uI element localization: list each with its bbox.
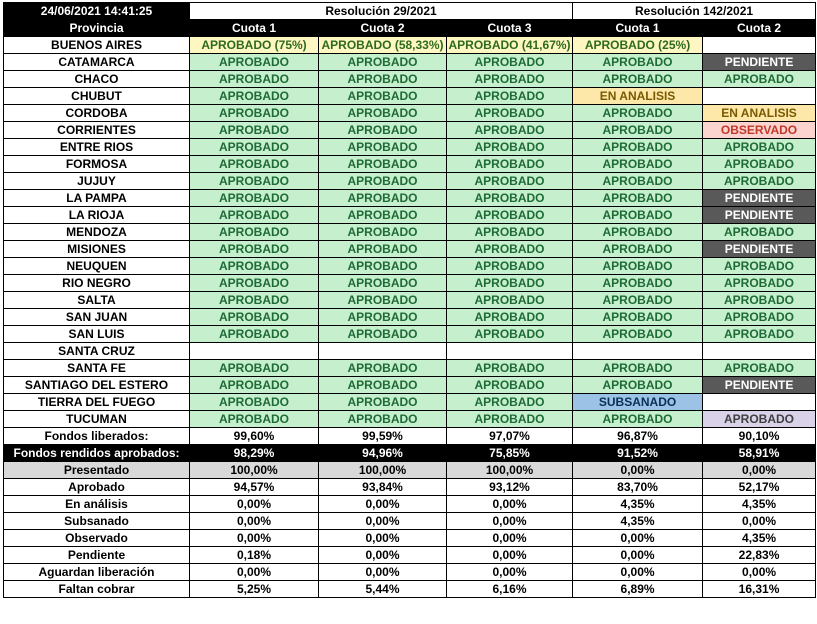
- status-cell: PENDIENTE: [703, 190, 816, 207]
- summary-value: 75,85%: [447, 445, 573, 462]
- status-cell: APROBADO: [190, 71, 319, 88]
- timestamp: 24/06/2021 14:41:25: [4, 3, 190, 20]
- province-name: TIERRA DEL FUEGO: [4, 394, 190, 411]
- status-cell: [573, 343, 703, 360]
- province-name: ENTRE RIOS: [4, 139, 190, 156]
- province-name: SALTA: [4, 292, 190, 309]
- resoluciones-table: [3, 2, 816, 598]
- status-cell: APROBADO: [190, 173, 319, 190]
- table-row: [4, 207, 816, 224]
- table-row: [4, 292, 816, 309]
- status-cell: APROBADO: [573, 190, 703, 207]
- status-cell: PENDIENTE: [703, 54, 816, 71]
- status-cell: APROBADO: [190, 241, 319, 258]
- summary-value: 4,35%: [703, 496, 816, 513]
- status-cell: APROBADO: [573, 139, 703, 156]
- summary-value: 0,00%: [447, 496, 573, 513]
- summary-value: 0,00%: [447, 564, 573, 581]
- status-cell: APROBADO: [703, 411, 816, 428]
- summary-value: 0,00%: [190, 530, 319, 547]
- status-cell: APROBADO: [573, 411, 703, 428]
- status-cell: APROBADO: [703, 139, 816, 156]
- status-cell: APROBADO (75%): [190, 37, 319, 54]
- summary-value: 0,00%: [190, 564, 319, 581]
- status-cell: APROBADO: [573, 207, 703, 224]
- table-row: [4, 326, 816, 343]
- summary-value: 52,17%: [703, 479, 816, 496]
- summary-label: Fondos liberados:: [4, 428, 190, 445]
- status-cell: APROBADO: [319, 326, 447, 343]
- summary-row: [4, 530, 816, 547]
- status-cell: APROBADO: [319, 394, 447, 411]
- province-name: RIO NEGRO: [4, 275, 190, 292]
- summary-rows: [4, 428, 816, 598]
- summary-row: [4, 547, 816, 564]
- province-name: NEUQUEN: [4, 258, 190, 275]
- summary-value: 94,96%: [319, 445, 447, 462]
- summary-value: 0,00%: [319, 564, 447, 581]
- status-cell: APROBADO: [573, 241, 703, 258]
- status-cell: APROBADO: [319, 156, 447, 173]
- province-name: CORDOBA: [4, 105, 190, 122]
- table-row: [4, 343, 816, 360]
- province-name: CATAMARCA: [4, 54, 190, 71]
- status-cell: APROBADO: [447, 377, 573, 394]
- status-cell: PENDIENTE: [703, 377, 816, 394]
- status-cell: [319, 343, 447, 360]
- status-cell: [703, 88, 816, 105]
- status-cell: EN ANALISIS: [573, 88, 703, 105]
- table-row: [4, 122, 816, 139]
- status-cell: APROBADO: [190, 207, 319, 224]
- status-cell: APROBADO: [319, 173, 447, 190]
- province-rows: [4, 37, 816, 428]
- table-row: [4, 360, 816, 377]
- summary-value: 0,00%: [447, 547, 573, 564]
- status-cell: APROBADO: [573, 377, 703, 394]
- status-cell: APROBADO: [447, 54, 573, 71]
- table-row: [4, 156, 816, 173]
- summary-value: 0,00%: [573, 462, 703, 479]
- status-cell: APROBADO: [190, 88, 319, 105]
- summary-value: 93,84%: [319, 479, 447, 496]
- summary-value: 99,60%: [190, 428, 319, 445]
- status-cell: APROBADO: [190, 258, 319, 275]
- status-cell: APROBADO: [190, 54, 319, 71]
- summary-value: 0,00%: [319, 530, 447, 547]
- status-cell: APROBADO: [447, 122, 573, 139]
- status-cell: SUBSANADO: [573, 394, 703, 411]
- status-cell: APROBADO: [573, 275, 703, 292]
- status-cell: APROBADO: [447, 105, 573, 122]
- province-name: TUCUMAN: [4, 411, 190, 428]
- table-row: [4, 377, 816, 394]
- status-cell: APROBADO: [319, 275, 447, 292]
- province-name: SANTA FE: [4, 360, 190, 377]
- summary-value: 0,00%: [447, 513, 573, 530]
- summary-value: 83,70%: [573, 479, 703, 496]
- summary-label: Observado: [4, 530, 190, 547]
- status-cell: APROBADO: [190, 377, 319, 394]
- status-cell: APROBADO: [190, 309, 319, 326]
- table-row: [4, 309, 816, 326]
- province-name: CORRIENTES: [4, 122, 190, 139]
- summary-row: [4, 581, 816, 598]
- status-cell: APROBADO: [447, 292, 573, 309]
- group-header-row: [4, 3, 816, 20]
- summary-value: 99,59%: [319, 428, 447, 445]
- province-name: CHACO: [4, 71, 190, 88]
- status-cell: APROBADO: [573, 292, 703, 309]
- status-cell: APROBADO: [447, 326, 573, 343]
- status-cell: APROBADO: [319, 360, 447, 377]
- status-cell: EN ANALISIS: [703, 105, 816, 122]
- summary-value: 0,00%: [703, 462, 816, 479]
- summary-value: 0,00%: [573, 547, 703, 564]
- summary-value: 16,31%: [703, 581, 816, 598]
- status-cell: APROBADO: [319, 190, 447, 207]
- summary-value: 100,00%: [447, 462, 573, 479]
- province-name: BUENOS AIRES: [4, 37, 190, 54]
- status-cell: APROBADO: [190, 139, 319, 156]
- status-cell: APROBADO: [319, 54, 447, 71]
- summary-row: [4, 428, 816, 445]
- status-cell: APROBADO: [703, 71, 816, 88]
- status-cell: APROBADO: [703, 258, 816, 275]
- summary-value: 91,52%: [573, 445, 703, 462]
- col-header-provincia: Provincia: [4, 20, 190, 37]
- province-name: SAN JUAN: [4, 309, 190, 326]
- status-cell: APROBADO (58,33%): [319, 37, 447, 54]
- summary-value: 0,00%: [319, 496, 447, 513]
- summary-value: 58,91%: [703, 445, 816, 462]
- summary-value: 100,00%: [319, 462, 447, 479]
- summary-value: 98,29%: [190, 445, 319, 462]
- status-cell: APROBADO: [703, 326, 816, 343]
- status-cell: APROBADO: [573, 173, 703, 190]
- summary-value: 93,12%: [447, 479, 573, 496]
- summary-label: Pendiente: [4, 547, 190, 564]
- status-cell: APROBADO: [190, 105, 319, 122]
- summary-value: 0,00%: [573, 530, 703, 547]
- status-cell: APROBADO: [190, 190, 319, 207]
- summary-value: 0,00%: [190, 496, 319, 513]
- summary-label: Presentado: [4, 462, 190, 479]
- province-name: MISIONES: [4, 241, 190, 258]
- province-name: SAN LUIS: [4, 326, 190, 343]
- status-cell: APROBADO: [319, 207, 447, 224]
- summary-value: 4,35%: [573, 496, 703, 513]
- summary-row: [4, 462, 816, 479]
- status-cell: APROBADO: [447, 190, 573, 207]
- summary-row: [4, 479, 816, 496]
- status-cell: OBSERVADO: [703, 122, 816, 139]
- column-header-row: [4, 20, 816, 37]
- status-cell: APROBADO: [573, 54, 703, 71]
- status-cell: APROBADO: [573, 326, 703, 343]
- status-cell: APROBADO: [319, 88, 447, 105]
- table-row: [4, 139, 816, 156]
- status-cell: APROBADO: [319, 292, 447, 309]
- col-header-cuota: Cuota 1: [190, 20, 319, 37]
- col-header-cuota: Cuota 2: [703, 20, 816, 37]
- col-header-cuota: Cuota 2: [319, 20, 447, 37]
- summary-value: 0,00%: [703, 513, 816, 530]
- table-row: [4, 54, 816, 71]
- table-row: [4, 88, 816, 105]
- status-cell: APROBADO: [573, 105, 703, 122]
- status-cell: APROBADO: [190, 411, 319, 428]
- status-cell: APROBADO (25%): [573, 37, 703, 54]
- province-name: SANTIAGO DEL ESTERO: [4, 377, 190, 394]
- province-name: MENDOZA: [4, 224, 190, 241]
- status-cell: APROBADO: [447, 207, 573, 224]
- status-cell: APROBADO: [447, 224, 573, 241]
- status-cell: APROBADO: [573, 360, 703, 377]
- province-name: JUJUY: [4, 173, 190, 190]
- summary-value: 0,00%: [190, 513, 319, 530]
- summary-row: [4, 496, 816, 513]
- summary-value: 4,35%: [703, 530, 816, 547]
- summary-value: 0,00%: [447, 530, 573, 547]
- summary-row: [4, 564, 816, 581]
- status-cell: APROBADO: [319, 309, 447, 326]
- status-cell: APROBADO: [447, 241, 573, 258]
- table-row: [4, 37, 816, 54]
- group-header-res-29: Resolución 29/2021: [190, 3, 573, 20]
- summary-value: 4,35%: [573, 513, 703, 530]
- province-name: LA PAMPA: [4, 190, 190, 207]
- status-cell: APROBADO: [447, 139, 573, 156]
- province-name: FORMOSA: [4, 156, 190, 173]
- status-cell: APROBADO: [703, 156, 816, 173]
- table-row: [4, 275, 816, 292]
- status-cell: APROBADO: [190, 292, 319, 309]
- status-cell: APROBADO: [703, 224, 816, 241]
- status-cell: APROBADO: [447, 173, 573, 190]
- status-cell: [190, 343, 319, 360]
- status-cell: APROBADO: [703, 173, 816, 190]
- status-cell: [703, 343, 816, 360]
- status-cell: APROBADO: [190, 275, 319, 292]
- status-cell: APROBADO: [703, 275, 816, 292]
- status-cell: APROBADO: [447, 394, 573, 411]
- summary-value: 6,16%: [447, 581, 573, 598]
- summary-value: 0,00%: [319, 547, 447, 564]
- table-row: [4, 71, 816, 88]
- table-row: [4, 173, 816, 190]
- summary-value: 97,07%: [447, 428, 573, 445]
- summary-label: Fondos rendidos aprobados:: [4, 445, 190, 462]
- summary-value: 96,87%: [573, 428, 703, 445]
- status-cell: APROBADO: [573, 122, 703, 139]
- status-cell: APROBADO: [319, 241, 447, 258]
- table-row: [4, 105, 816, 122]
- status-cell: APROBADO: [447, 88, 573, 105]
- table-row: [4, 224, 816, 241]
- status-cell: APROBADO: [319, 258, 447, 275]
- status-cell: APROBADO: [319, 139, 447, 156]
- col-header-cuota: Cuota 1: [573, 20, 703, 37]
- status-cell: APROBADO (41,67%): [448, 38, 571, 52]
- summary-row: [4, 445, 816, 462]
- status-cell: APROBADO: [190, 122, 319, 139]
- status-cell: APROBADO: [190, 224, 319, 241]
- summary-value: 0,18%: [190, 547, 319, 564]
- table-row: [4, 190, 816, 207]
- status-cell: APROBADO: [319, 71, 447, 88]
- status-cell: APROBADO: [573, 258, 703, 275]
- province-name: CHUBUT: [4, 88, 190, 105]
- status-cell: APROBADO: [319, 105, 447, 122]
- summary-label: Faltan cobrar: [4, 581, 190, 598]
- summary-label: Aprobado: [4, 479, 190, 496]
- province-name: LA RIOJA: [4, 207, 190, 224]
- status-cell: PENDIENTE: [703, 207, 816, 224]
- summary-value: 5,44%: [319, 581, 447, 598]
- status-cell: APROBADO: [319, 411, 447, 428]
- summary-value: 94,57%: [190, 479, 319, 496]
- status-cell: APROBADO: [447, 309, 573, 326]
- group-header-res-142: Resolución 142/2021: [573, 3, 816, 20]
- summary-value: 0,00%: [319, 513, 447, 530]
- status-cell: APROBADO: [447, 258, 573, 275]
- status-cell: APROBADO: [573, 309, 703, 326]
- status-cell: APROBADO: [447, 71, 573, 88]
- table-row: [4, 258, 816, 275]
- status-cell: APROBADO: [319, 224, 447, 241]
- status-cell: APROBADO: [703, 360, 816, 377]
- summary-value: 6,89%: [573, 581, 703, 598]
- status-cell: APROBADO: [703, 309, 816, 326]
- status-cell: APROBADO: [190, 156, 319, 173]
- status-cell: APROBADO: [319, 377, 447, 394]
- summary-label: En análisis: [4, 496, 190, 513]
- table-row: [4, 394, 816, 411]
- status-cell: APROBADO: [319, 122, 447, 139]
- status-cell: APROBADO: [447, 156, 573, 173]
- summary-value: 90,10%: [703, 428, 816, 445]
- status-cell: APROBADO: [447, 360, 573, 377]
- summary-value: 22,83%: [703, 547, 816, 564]
- status-cell: APROBADO: [190, 394, 319, 411]
- summary-value: 0,00%: [703, 564, 816, 581]
- summary-value: 5,25%: [190, 581, 319, 598]
- province-name: SANTA CRUZ: [4, 343, 190, 360]
- status-cell: [447, 343, 573, 360]
- status-cell: APROBADO: [190, 360, 319, 377]
- summary-value: 0,00%: [573, 564, 703, 581]
- summary-row: [4, 513, 816, 530]
- col-header-cuota: Cuota 3: [447, 20, 573, 37]
- status-cell: APROBADO: [573, 156, 703, 173]
- status-cell: PENDIENTE: [703, 241, 816, 258]
- table-row: [4, 411, 816, 428]
- status-cell: APROBADO: [447, 275, 573, 292]
- table-row: [4, 241, 816, 258]
- status-cell: APROBADO: [703, 292, 816, 309]
- status-cell: [703, 37, 816, 54]
- status-cell: APROBADO: [190, 326, 319, 343]
- status-cell: APROBADO: [573, 224, 703, 241]
- status-cell: APROBADO: [573, 71, 703, 88]
- summary-value: 100,00%: [190, 462, 319, 479]
- summary-label: Aguardan liberación: [4, 564, 190, 581]
- status-cell: APROBADO: [447, 411, 573, 428]
- status-cell: [703, 394, 816, 411]
- summary-label: Subsanado: [4, 513, 190, 530]
